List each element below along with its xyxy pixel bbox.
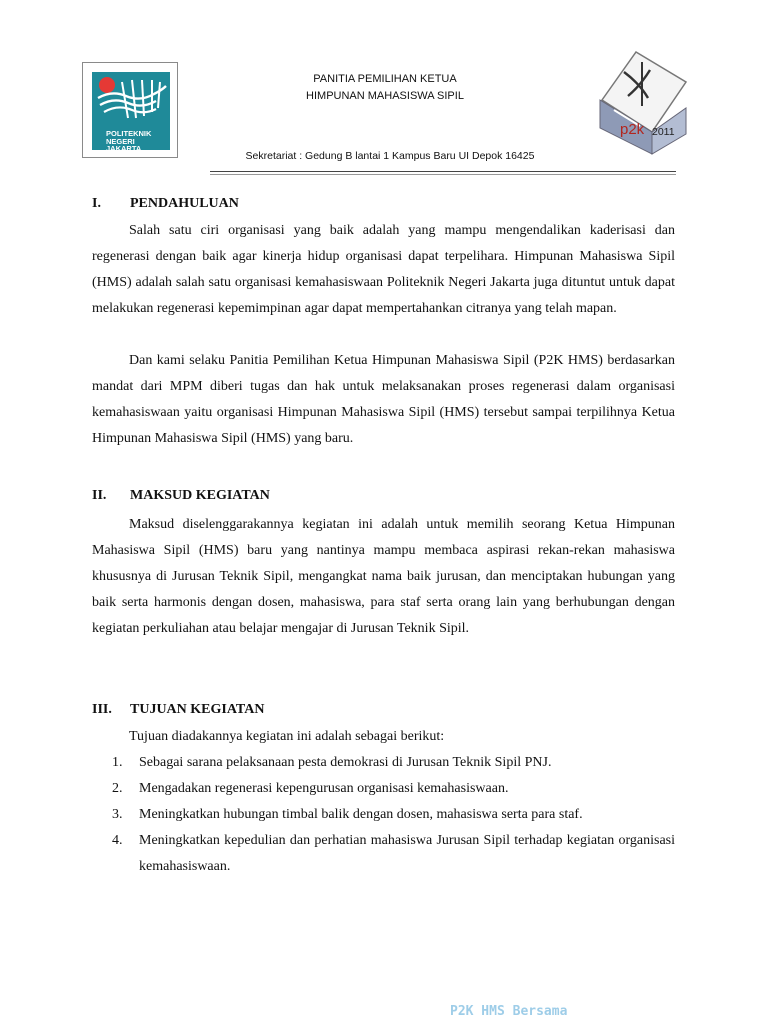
section-title: MAKSUD KEGIATAN [130,488,270,503]
pnj-logo [82,62,178,158]
objectives-list [92,750,675,880]
letterhead-divider [210,171,676,172]
list-item-number: 3. [112,807,123,822]
pnj-logo-line3: JAKARTA [106,144,142,150]
list-item-text: Meningkatkan hubungan timbal balik dengan dosen, mahasiswa serta para staf. [139,807,583,822]
list-item-text: Sebagai sarana pelaksanaan pesta demokrasi di Jurusan Teknik Sipil PNJ. [139,755,552,770]
section-title: PENDAHULUAN [130,196,239,211]
section-title: TUJUAN KEGIATAN [130,702,265,717]
list-item-number: 4. [112,833,123,848]
letterhead-title-line1: PANITIA PEMILIHAN KETUA [313,73,457,85]
pnj-logo-line2: NEGERI [106,136,135,146]
list-item [92,750,675,776]
section-number: II. [92,488,107,503]
list-item-text: Meningkatkan kepedulian dan perhatian mahasiswa Jurusan Sipil terhadap kegiatan organisasi kemahasiswaan. [139,833,675,874]
paragraph: Dan kami selaku Panitia Pemilihan Ketua Himpunan Mahasiswa Sipil (P2K HMS) berdasarkan mandat dari MPM diberi tugas dan hak untuk melaksanakan proses regenerasi dalam organisasi kemahasiswaan yaitu organisasi Himpunan Mahasiswa Sipil (HMS) tersebut sampai terpilihnya Ketua Himpunan Mahasiswa Sipil (HMS) yang baru. [92,353,675,446]
list-item-text: Mengadakan regenerasi kepengurusan organisasi kemahasiswaan. [139,781,509,796]
letterhead-title-line2: HIMPUNAN MAHASISWA SIPIL [306,90,464,102]
section-number: I. [92,196,101,211]
list-item [92,802,675,828]
list-item [92,776,675,802]
p2k-logo [596,48,690,158]
footer-watermark: P2K HMS Bersama [450,1004,568,1019]
p2k-logo-label: p2k [620,121,645,138]
ballot-box-icon [596,48,690,158]
list-item-number: 1. [112,755,123,770]
letterhead-title [240,71,530,105]
list-item-number: 2. [112,781,123,796]
p2k-logo-year: 2011 [652,126,675,138]
pnj-logo-line1: POLITEKNIK [106,129,152,138]
letterhead-address: Sekretariat : Gedung B lantai 1 Kampus Baru UI Depok 16425 [245,150,535,162]
paragraph-intro: Tujuan diadakannya kegiatan ini adalah sebagai berikut: [129,729,445,744]
pnj-logo-text [106,130,170,150]
list-item [92,828,675,880]
paragraph: Maksud diselenggarakannya kegiatan ini adalah untuk memilih seorang Ketua Himpunan Mahasiswa Sipil (HMS) baru yang nantinya mampu membaca aspirasi rekan-rekan mahasiswa khususnya di Jurusan Teknik Sipil, mengangkat nama baik jurusan, dan menciptakan hubungan yang baik serta harmonis dengan dosen, mahasiswa, para staf serta orang lain yang berhubungan dengan kegiatan perkuliahan atau belajar mengajar di Jurusan Teknik Sipil. [92,517,675,636]
section-number: III. [92,702,112,717]
paragraph: Salah satu ciri organisasi yang baik adalah yang mampu mengendalikan kaderisasi dan regenerasi dengan baik agar kinerja hidup organisasi dapat terpelihara. Himpunan Mahasiswa Sipil (HMS) adalah salah satu organisasi kemahasiswaan Politeknik Negeri Jakarta juga dituntut untuk dapat melakukan regenerasi kepemimpinan agar dapat mempertahankan citranya yang telah mapan. [92,223,675,316]
letterhead-divider-thin [210,174,676,175]
